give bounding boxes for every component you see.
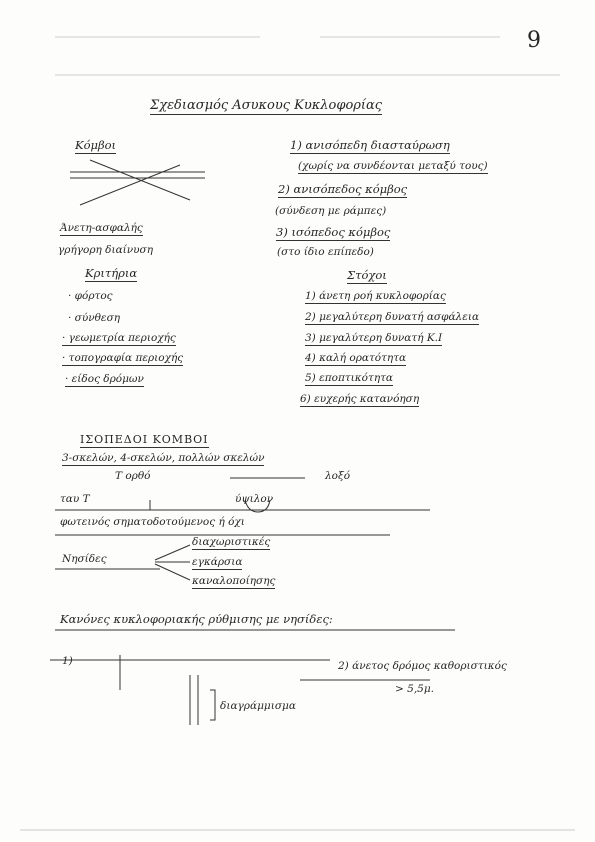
rule-2b: > 5,5μ. (395, 683, 434, 695)
right-item-4: (σύνδεση με ράμπες) (275, 205, 387, 217)
criteria-4: · τοπογραφία περιοχής (62, 352, 184, 364)
skewed-label: λοξό (325, 470, 351, 482)
criteria-1: · φόρτος (68, 290, 113, 302)
rule-2: 2) άνετος δρόμος καθοριστικός (338, 660, 507, 672)
criteria-3: · γεωμετρία περιοχής (62, 332, 176, 344)
right-item-1: 1) ανισόπεδη διασταύρωση (290, 138, 450, 152)
goal-2: 2) μεγαλύτερη δυνατή ασφάλεια (305, 311, 480, 323)
right-item-5: 3) ισόπεδος κόμβος (276, 225, 391, 239)
right-item-3: 2) ανισόπεδος κόμβος (278, 182, 408, 196)
goal-4: 4) καλή ορατότητα (305, 352, 407, 364)
right-item-2: (χωρίς να συνδέονται μεταξύ τους) (298, 160, 488, 172)
goal-1: 1) άνετη ροή κυκλοφορίας (305, 290, 446, 302)
island-1: διαχωριστικές (192, 536, 271, 548)
rules-heading: Κανόνες κυκλοφοριακής ρύθμισης με νησίδες: (60, 612, 333, 626)
sketch-label: διαγράμμισμα (220, 700, 296, 712)
goal-3: 3) μεγαλύτερη δυνατή Κ.Ι (305, 332, 443, 344)
t-label: Τ ορθό (115, 470, 151, 482)
criteria-heading: Κριτήρια (85, 266, 138, 280)
leg-types: 3-σκελών, 4-σκελών, πολλών σκελών (62, 452, 265, 464)
island-2: εγκάρσια (192, 556, 243, 568)
right-item-6: (στο ίδιο επίπεδο) (277, 246, 374, 258)
kombi-heading: Κόμβοι (75, 138, 117, 152)
note-safe: Άνετη-ασφαλής (60, 222, 143, 234)
islands-label: Νησίδες (62, 553, 107, 565)
signal-line: φωτεινός σηματοδοτούμενος ή όχι (60, 516, 245, 528)
criteria-2: · σύνθεση (68, 312, 121, 324)
rule-1: 1) (62, 655, 73, 667)
page-title: Σχεδιασμός Ασυκους Κυκλοφορίας (150, 98, 383, 113)
page-number: 9 (527, 28, 541, 53)
goal-6: 6) ευχερής κατανόηση (300, 393, 420, 405)
cross-sketch (70, 160, 205, 205)
goals-heading: Στόχοι (347, 268, 387, 282)
criteria-5: · είδος δρόμων (65, 373, 144, 385)
tau-label: ταυ Τ (60, 493, 90, 505)
isopedoi-heading: ΙΣΟΠΕΔΟΙ ΚΟΜΒΟΙ (80, 433, 209, 446)
island-3: καναλοποίησης (192, 575, 276, 587)
islands-arrows (155, 545, 190, 580)
note-fast: γρήγορη διαίνυση (58, 244, 154, 256)
goal-5: 5) εποπτικότητα (305, 372, 394, 384)
upsilon-label: ύψιλον (235, 493, 274, 505)
